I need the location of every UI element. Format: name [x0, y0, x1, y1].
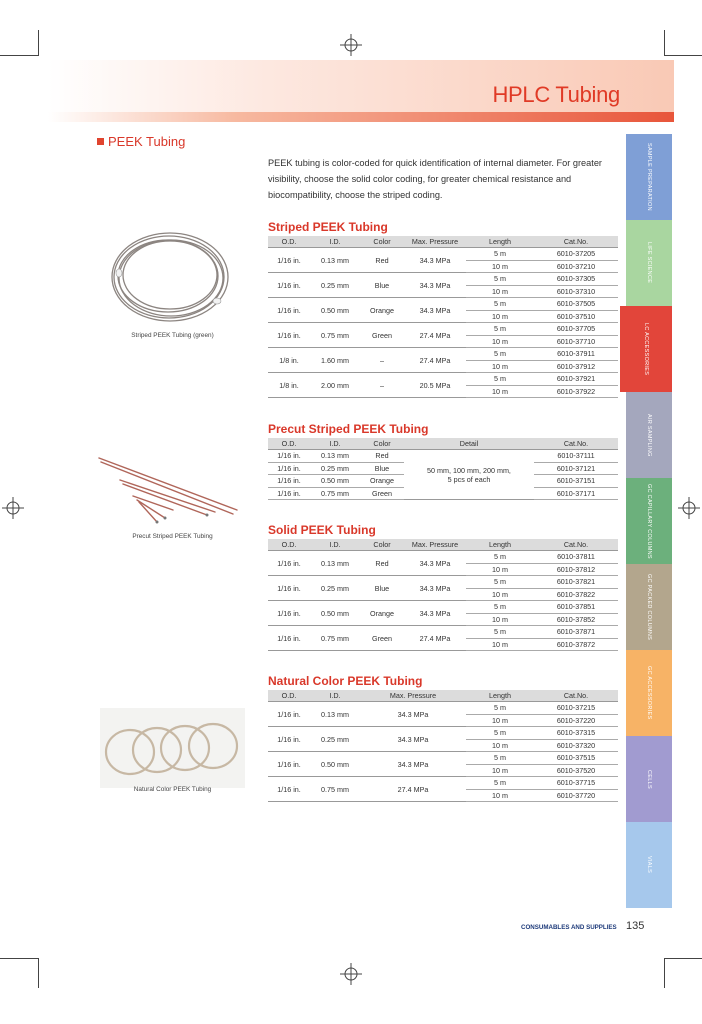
precut-tubing-image [95, 452, 245, 527]
od-cell: 1/16 in. [268, 323, 310, 348]
table-header-row [268, 236, 618, 248]
catno-cell: 6010-37851 [534, 601, 618, 614]
catno-cell: 6010-37505 [534, 298, 618, 311]
pressure-cell: 34.3 MPa [360, 702, 466, 727]
id-cell: 0.13 mm [310, 551, 360, 576]
detail-line: 50 mm, 100 mm, 200 mm, [427, 465, 511, 475]
catno-cell: 6010-37515 [534, 752, 618, 765]
striped-table-title: Striped PEEK Tubing [268, 220, 388, 234]
col-header: I.D. [310, 236, 360, 248]
pressure-cell: 34.3 MPa [404, 273, 466, 298]
table-row [268, 777, 618, 790]
pressure-cell: 34.3 MPa [404, 298, 466, 323]
header-stripe [48, 112, 674, 122]
length-cell: 10 m [466, 739, 534, 752]
side-tab-gc-packed-columns[interactable] [626, 564, 672, 650]
col-header: Max. Pressure [360, 690, 466, 702]
length-cell: 10 m [466, 764, 534, 777]
side-tab-life-science[interactable] [626, 220, 672, 306]
natural-image-caption: Natural Color PEEK Tubing [133, 786, 212, 793]
side-tab-label: SAMPLE PREPARATION [646, 143, 652, 211]
catno-cell: 6010-37871 [534, 626, 618, 639]
length-cell: 10 m [466, 714, 534, 727]
col-header: Max. Pressure [404, 539, 466, 551]
table-row [268, 626, 618, 639]
registration-mark-icon [678, 497, 700, 519]
catno-cell: 6010-37171 [534, 487, 618, 500]
length-cell: 10 m [466, 613, 534, 626]
side-tab-sample-preparation[interactable] [626, 134, 672, 220]
length-cell: 5 m [466, 323, 534, 336]
id-cell: 2.00 mm [310, 373, 360, 398]
catno-cell: 6010-37912 [534, 360, 618, 373]
natural-table [268, 690, 618, 802]
crop-mark [664, 958, 702, 959]
od-cell: 1/16 in. [268, 752, 310, 777]
col-header: O.D. [268, 690, 310, 702]
precut-image-caption: Precut Striped PEEK Tubing [132, 533, 213, 540]
od-cell: 1/16 in. [268, 248, 310, 273]
catno-cell: 6010-37111 [534, 450, 618, 463]
length-cell: 10 m [466, 335, 534, 348]
pressure-cell: 34.3 MPa [404, 576, 466, 601]
od-cell: 1/16 in. [268, 727, 310, 752]
striped-tubing-image [105, 225, 235, 325]
crop-mark [38, 30, 39, 56]
side-tab-lc-accessories[interactable] [620, 306, 672, 392]
crop-mark [664, 30, 665, 56]
side-tab-gc-accessories[interactable] [626, 650, 672, 736]
id-cell: 0.25 mm [310, 462, 360, 475]
table-row [268, 273, 618, 286]
catno-cell: 6010-37922 [534, 385, 618, 398]
table-row [268, 323, 618, 336]
id-cell: 0.13 mm [310, 248, 360, 273]
length-cell: 10 m [466, 260, 534, 273]
color-cell: Orange [360, 298, 404, 323]
length-cell: 5 m [466, 727, 534, 740]
length-cell: 10 m [466, 563, 534, 576]
catno-cell: 6010-37812 [534, 563, 618, 576]
id-cell: 0.50 mm [310, 752, 360, 777]
length-cell: 5 m [466, 348, 534, 361]
crop-mark [664, 55, 702, 56]
id-cell: 0.50 mm [310, 298, 360, 323]
precut-table-title: Precut Striped PEEK Tubing [268, 422, 429, 436]
catno-cell: 6010-37705 [534, 323, 618, 336]
col-header: Length [466, 539, 534, 551]
id-cell: 0.13 mm [310, 450, 360, 463]
od-cell: 1/16 in. [268, 450, 310, 463]
color-cell: Blue [360, 273, 404, 298]
side-tab-label: VIALS [646, 856, 652, 874]
od-cell: 1/16 in. [268, 462, 310, 475]
length-cell: 5 m [466, 777, 534, 790]
table-row [268, 348, 618, 361]
footer-label: CONSUMABLES AND SUPPLIES [521, 924, 617, 931]
length-cell: 5 m [466, 626, 534, 639]
od-cell: 1/16 in. [268, 273, 310, 298]
length-cell: 5 m [466, 752, 534, 765]
id-cell: 0.25 mm [310, 727, 360, 752]
table-row [268, 702, 618, 715]
catno-cell: 6010-37715 [534, 777, 618, 790]
registration-mark-icon [340, 963, 362, 985]
table-row [268, 551, 618, 564]
id-cell: 0.13 mm [310, 702, 360, 727]
striped-image-caption: Striped PEEK Tubing (green) [131, 332, 214, 339]
catno-cell: 6010-37911 [534, 348, 618, 361]
pressure-cell: 34.3 MPa [404, 601, 466, 626]
detail-cell [404, 450, 534, 500]
pressure-cell: 34.3 MPa [360, 752, 466, 777]
color-cell: Green [360, 323, 404, 348]
precut-table [268, 438, 618, 500]
table-row [268, 752, 618, 765]
catno-cell: 6010-37811 [534, 551, 618, 564]
striped-table [268, 236, 618, 398]
table-row [268, 373, 618, 386]
od-cell: 1/16 in. [268, 576, 310, 601]
side-tab-vials[interactable] [626, 822, 672, 908]
length-cell: 10 m [466, 285, 534, 298]
color-cell: Red [360, 450, 404, 463]
table-header-row [268, 690, 618, 702]
side-tab-label: CELLS [646, 769, 652, 789]
length-cell: 5 m [466, 702, 534, 715]
od-cell: 1/16 in. [268, 298, 310, 323]
catno-cell: 6010-37315 [534, 727, 618, 740]
table-row [268, 450, 618, 463]
col-header: O.D. [268, 236, 310, 248]
color-cell: – [360, 348, 404, 373]
od-cell: 1/8 in. [268, 373, 310, 398]
col-header: I.D. [310, 438, 360, 450]
col-header: Length [466, 236, 534, 248]
natural-table-title: Natural Color PEEK Tubing [268, 674, 423, 688]
od-cell: 1/16 in. [268, 777, 310, 802]
length-cell: 5 m [466, 576, 534, 589]
color-cell: Red [360, 248, 404, 273]
col-header: Cat.No. [534, 438, 618, 450]
catno-cell: 6010-37205 [534, 248, 618, 261]
catno-cell: 6010-37872 [534, 638, 618, 651]
catno-cell: 6010-37510 [534, 310, 618, 323]
catno-cell: 6010-37821 [534, 576, 618, 589]
color-cell: – [360, 373, 404, 398]
od-cell: 1/16 in. [268, 702, 310, 727]
od-cell: 1/16 in. [268, 487, 310, 500]
id-cell: 0.75 mm [310, 777, 360, 802]
id-cell: 0.25 mm [310, 576, 360, 601]
id-cell: 0.75 mm [310, 323, 360, 348]
col-header: Color [360, 438, 404, 450]
length-cell: 10 m [466, 789, 534, 802]
color-cell: Blue [360, 462, 404, 475]
bullet-square-icon [97, 138, 104, 145]
table-header-row [268, 438, 618, 450]
od-cell: 1/16 in. [268, 475, 310, 488]
pressure-cell: 20.5 MPa [404, 373, 466, 398]
col-header: Cat.No. [534, 690, 618, 702]
length-cell: 10 m [466, 385, 534, 398]
catno-cell: 6010-37320 [534, 739, 618, 752]
color-cell: Red [360, 551, 404, 576]
page-number: 135 [626, 920, 645, 932]
side-tab-gc-capillary-columns[interactable] [626, 478, 672, 564]
detail-line: 5 pcs of each [447, 474, 491, 484]
od-cell: 1/16 in. [268, 601, 310, 626]
catno-cell: 6010-37921 [534, 373, 618, 386]
id-cell: 0.50 mm [310, 475, 360, 488]
crop-mark [0, 958, 38, 959]
col-header: I.D. [310, 539, 360, 551]
length-cell: 5 m [466, 551, 534, 564]
pressure-cell: 34.3 MPa [404, 248, 466, 273]
pressure-cell: 27.4 MPa [404, 323, 466, 348]
length-cell: 10 m [466, 310, 534, 323]
od-cell: 1/8 in. [268, 348, 310, 373]
table-row [268, 576, 618, 589]
pressure-cell: 27.4 MPa [360, 777, 466, 802]
col-header: Cat.No. [534, 236, 618, 248]
col-header: O.D. [268, 438, 310, 450]
crop-mark [38, 958, 39, 988]
pressure-cell: 34.3 MPa [404, 551, 466, 576]
length-cell: 5 m [466, 298, 534, 311]
id-cell: 0.25 mm [310, 273, 360, 298]
side-tab-air-sampling[interactable] [626, 392, 672, 478]
pressure-cell: 27.4 MPa [404, 348, 466, 373]
catno-cell: 6010-37210 [534, 260, 618, 273]
side-tab-label: LC ACCESSORIES [643, 322, 649, 376]
col-header: Color [360, 236, 404, 248]
side-tab-cells[interactable] [626, 736, 672, 822]
section-title-text: PEEK Tubing [108, 134, 186, 149]
length-cell: 10 m [466, 588, 534, 601]
natural-tubing-image [100, 708, 245, 788]
pressure-cell: 27.4 MPa [404, 626, 466, 651]
color-cell: Orange [360, 475, 404, 488]
side-tab-label: GC CAPILLARY COLUMNS [646, 483, 652, 559]
length-cell: 5 m [466, 248, 534, 261]
length-cell: 10 m [466, 638, 534, 651]
col-header: I.D. [310, 690, 360, 702]
length-cell: 5 m [466, 373, 534, 386]
catno-cell: 6010-37305 [534, 273, 618, 286]
table-row [268, 248, 618, 261]
col-header: Color [360, 539, 404, 551]
catno-cell: 6010-37310 [534, 285, 618, 298]
solid-table [268, 539, 618, 651]
catno-cell: 6010-37151 [534, 475, 618, 488]
registration-mark-icon [2, 497, 24, 519]
color-cell: Green [360, 487, 404, 500]
catno-cell: 6010-37215 [534, 702, 618, 715]
col-header: O.D. [268, 539, 310, 551]
col-header: Detail [404, 438, 534, 450]
table-row [268, 298, 618, 311]
id-cell: 0.75 mm [310, 487, 360, 500]
solid-table-title: Solid PEEK Tubing [268, 523, 376, 537]
table-row [268, 601, 618, 614]
table-row [268, 727, 618, 740]
side-tab-label: GC PACKED COLUMNS [646, 573, 652, 641]
pressure-cell: 34.3 MPa [360, 727, 466, 752]
section-title [97, 134, 185, 149]
col-header: Cat.No. [534, 539, 618, 551]
catno-cell: 6010-37121 [534, 462, 618, 475]
col-header: Max. Pressure [404, 236, 466, 248]
color-cell: Green [360, 626, 404, 651]
page-title: HPLC Tubing [492, 82, 620, 107]
id-cell: 0.50 mm [310, 601, 360, 626]
catno-cell: 6010-37710 [534, 335, 618, 348]
catno-cell: 6010-37220 [534, 714, 618, 727]
crop-mark [664, 958, 665, 988]
table-header-row [268, 539, 618, 551]
col-header: Length [466, 690, 534, 702]
color-cell: Orange [360, 601, 404, 626]
catno-cell: 6010-37852 [534, 613, 618, 626]
catno-cell: 6010-37520 [534, 764, 618, 777]
id-cell: 0.75 mm [310, 626, 360, 651]
od-cell: 1/16 in. [268, 626, 310, 651]
side-tab-label: GC ACCESSORIES [646, 666, 652, 720]
side-tab-label: LIFE SCIENCE [646, 242, 652, 284]
catno-cell: 6010-37720 [534, 789, 618, 802]
intro-paragraph: PEEK tubing is color-coded for quick identification of internal diameter. For greater visibility, choose the solid color coding, for greater chemical resistance and biocompatibility, choose the striped coding. [268, 158, 602, 200]
length-cell: 10 m [466, 360, 534, 373]
length-cell: 5 m [466, 601, 534, 614]
color-cell: Blue [360, 576, 404, 601]
id-cell: 1.60 mm [310, 348, 360, 373]
length-cell: 5 m [466, 273, 534, 286]
side-tab-label: AIR SAMPLING [646, 413, 652, 457]
crop-mark [0, 55, 38, 56]
od-cell: 1/16 in. [268, 551, 310, 576]
catno-cell: 6010-37822 [534, 588, 618, 601]
registration-mark-icon [340, 34, 362, 56]
